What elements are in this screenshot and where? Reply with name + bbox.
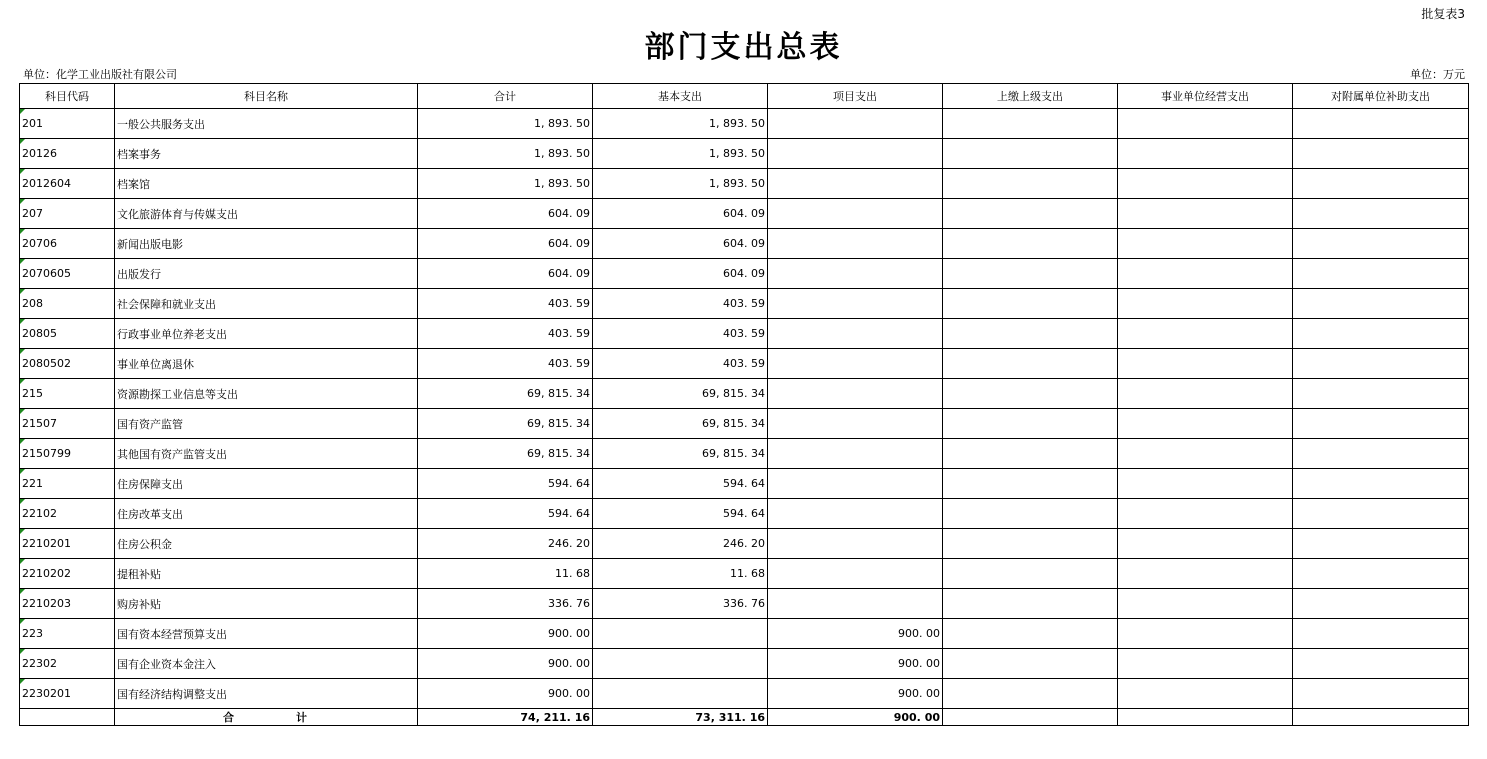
total-business-cell [1118, 709, 1293, 726]
corner-marker-icon [20, 559, 25, 564]
project-expenditure-cell: 900. 00 [768, 679, 943, 709]
total-remit-cell [943, 709, 1118, 726]
basic-expenditure-cell: 1, 893. 50 [593, 139, 768, 169]
table-row [20, 559, 1469, 589]
basic-expenditure-cell: 403. 59 [593, 349, 768, 379]
basic-expenditure-cell: 594. 64 [593, 469, 768, 499]
subject-code-text: 2210202 [22, 567, 71, 580]
header-business-operation: 事业单位经营支出 [1118, 84, 1293, 109]
business-operation-cell [1118, 199, 1293, 229]
total-cell: 1, 893. 50 [418, 139, 593, 169]
total-cell: 11. 68 [418, 559, 593, 589]
remit-superior-cell [943, 529, 1118, 559]
unit-organization: 单位：化学工业出版社有限公司 [23, 68, 177, 81]
total-cell: 403. 59 [418, 349, 593, 379]
subsidiary-subsidy-cell [1293, 259, 1469, 289]
business-operation-cell [1118, 409, 1293, 439]
subject-code-cell [20, 439, 115, 469]
subject-code-text: 2150799 [22, 447, 71, 460]
corner-marker-icon [20, 589, 25, 594]
project-expenditure-cell [768, 499, 943, 529]
total-cell: 246. 20 [418, 529, 593, 559]
total-cell: 604. 09 [418, 199, 593, 229]
subject-code-text: 2070605 [22, 267, 71, 280]
subject-name-text: 社会保障和就业支出 [117, 297, 216, 311]
remit-superior-cell [943, 109, 1118, 139]
approval-table-label: 批复表3 [1421, 7, 1465, 21]
corner-marker-icon [20, 199, 25, 204]
table-row [20, 199, 1469, 229]
total-cell: 69, 815. 34 [418, 409, 593, 439]
remit-superior-cell [943, 589, 1118, 619]
business-operation-cell [1118, 139, 1293, 169]
header-total: 合计 [418, 84, 593, 109]
basic-expenditure-cell: 246. 20 [593, 529, 768, 559]
corner-marker-icon [20, 649, 25, 654]
table-body [20, 109, 1469, 709]
total-label-left: 合 [223, 711, 236, 724]
subject-code-cell [20, 259, 115, 289]
subject-name-text: 提租补贴 [117, 567, 161, 581]
basic-expenditure-cell: 336. 76 [593, 589, 768, 619]
subsidiary-subsidy-cell [1293, 319, 1469, 349]
subject-code-cell [20, 319, 115, 349]
subject-code-text: 2210203 [22, 597, 71, 610]
subject-name-cell [115, 589, 418, 619]
subject-code-cell [20, 499, 115, 529]
subsidiary-subsidy-cell [1293, 679, 1469, 709]
subject-name-text: 国有经济结构调整支出 [117, 687, 227, 701]
corner-marker-icon [20, 319, 25, 324]
subsidiary-subsidy-cell [1293, 199, 1469, 229]
subject-code-text: 22302 [22, 657, 57, 670]
project-expenditure-cell [768, 589, 943, 619]
business-operation-cell [1118, 379, 1293, 409]
subsidiary-subsidy-cell [1293, 109, 1469, 139]
remit-superior-cell [943, 289, 1118, 319]
subject-name-text: 档案事务 [117, 147, 161, 161]
subject-code-text: 20706 [22, 237, 57, 250]
corner-marker-icon [20, 109, 25, 114]
table-row [20, 259, 1469, 289]
table-row [20, 439, 1469, 469]
subject-code-text: 208 [22, 297, 43, 310]
subject-code-text: 21507 [22, 417, 57, 430]
table-row [20, 139, 1469, 169]
table-row [20, 469, 1469, 499]
subject-name-text: 一般公共服务支出 [117, 117, 205, 131]
subject-code-cell [20, 619, 115, 649]
total-cell: 604. 09 [418, 259, 593, 289]
subsidiary-subsidy-cell [1293, 439, 1469, 469]
subject-name-text: 住房保障支出 [117, 477, 183, 491]
subsidiary-subsidy-cell [1293, 289, 1469, 319]
basic-expenditure-cell: 1, 893. 50 [593, 109, 768, 139]
subject-code-text: 215 [22, 387, 43, 400]
subject-name-text: 事业单位离退休 [117, 357, 194, 371]
corner-marker-icon [20, 499, 25, 504]
remit-superior-cell [943, 439, 1118, 469]
basic-expenditure-cell: 1, 893. 50 [593, 169, 768, 199]
table-total-row [20, 709, 1469, 726]
subject-name-cell [115, 469, 418, 499]
subsidiary-subsidy-cell [1293, 409, 1469, 439]
subject-code-cell [20, 199, 115, 229]
corner-marker-icon [20, 439, 25, 444]
subject-name-cell [115, 499, 418, 529]
subsidiary-subsidy-cell [1293, 469, 1469, 499]
corner-marker-icon [20, 529, 25, 534]
remit-superior-cell [943, 139, 1118, 169]
header-subject-code: 科目代码 [20, 84, 115, 109]
total-label-cell [115, 709, 418, 726]
total-cell: 594. 64 [418, 469, 593, 499]
project-expenditure-cell [768, 289, 943, 319]
corner-marker-icon [20, 619, 25, 624]
header-remit-superior: 上缴上级支出 [943, 84, 1118, 109]
subsidiary-subsidy-cell [1293, 649, 1469, 679]
table-row [20, 379, 1469, 409]
basic-expenditure-cell: 11. 68 [593, 559, 768, 589]
remit-superior-cell [943, 469, 1118, 499]
table-header-row [20, 84, 1469, 109]
project-expenditure-cell: 900. 00 [768, 649, 943, 679]
business-operation-cell [1118, 109, 1293, 139]
basic-expenditure-cell: 604. 09 [593, 229, 768, 259]
subsidiary-subsidy-cell [1293, 589, 1469, 619]
remit-superior-cell [943, 319, 1118, 349]
project-expenditure-cell [768, 439, 943, 469]
subsidiary-subsidy-cell [1293, 139, 1469, 169]
business-operation-cell [1118, 439, 1293, 469]
header-basic-expenditure: 基本支出 [593, 84, 768, 109]
project-expenditure-cell [768, 169, 943, 199]
subject-name-cell [115, 349, 418, 379]
subject-name-text: 住房公积金 [117, 537, 172, 551]
subsidiary-subsidy-cell [1293, 169, 1469, 199]
total-subsidy-cell [1293, 709, 1469, 726]
remit-superior-cell [943, 559, 1118, 589]
corner-marker-icon [20, 379, 25, 384]
subject-code-cell [20, 559, 115, 589]
subject-code-cell [20, 229, 115, 259]
total-cell: 336. 76 [418, 589, 593, 619]
corner-marker-icon [20, 169, 25, 174]
project-expenditure-cell [768, 139, 943, 169]
remit-superior-cell [943, 649, 1118, 679]
project-expenditure-cell [768, 349, 943, 379]
total-code-cell [20, 709, 115, 726]
subject-code-cell [20, 139, 115, 169]
subject-name-text: 新闻出版电影 [117, 237, 183, 251]
remit-superior-cell [943, 679, 1118, 709]
subject-code-text: 22102 [22, 507, 57, 520]
corner-marker-icon [20, 139, 25, 144]
page-title: 部门支出总表 [644, 30, 843, 65]
basic-expenditure-cell: 594. 64 [593, 499, 768, 529]
total-label-right: 计 [296, 711, 309, 724]
basic-expenditure-cell: 403. 59 [593, 289, 768, 319]
project-expenditure-cell [768, 409, 943, 439]
subject-name-text: 文化旅游体育与传媒支出 [117, 207, 238, 221]
total-cell: 604. 09 [418, 229, 593, 259]
total-cell: 69, 815. 34 [418, 439, 593, 469]
subject-name-cell [115, 529, 418, 559]
basic-expenditure-cell: 403. 59 [593, 319, 768, 349]
table-row [20, 529, 1469, 559]
subject-code-cell [20, 289, 115, 319]
corner-marker-icon [20, 679, 25, 684]
subject-name-text: 国有企业资本金注入 [117, 657, 216, 671]
unit-currency: 单位：万元 [1410, 68, 1465, 81]
table-row [20, 289, 1469, 319]
remit-superior-cell [943, 619, 1118, 649]
subject-code-cell [20, 679, 115, 709]
remit-superior-cell [943, 379, 1118, 409]
subject-name-cell [115, 289, 418, 319]
subject-code-text: 2012604 [22, 177, 71, 190]
subject-code-text: 2080502 [22, 357, 71, 370]
table-row [20, 409, 1469, 439]
subject-name-cell [115, 229, 418, 259]
remit-superior-cell [943, 409, 1118, 439]
subject-name-cell [115, 169, 418, 199]
business-operation-cell [1118, 559, 1293, 589]
business-operation-cell [1118, 499, 1293, 529]
business-operation-cell [1118, 259, 1293, 289]
remit-superior-cell [943, 259, 1118, 289]
table-row [20, 619, 1469, 649]
subsidiary-subsidy-cell [1293, 499, 1469, 529]
subject-name-cell [115, 139, 418, 169]
total-project-cell: 900. 00 [768, 709, 943, 726]
table-row [20, 319, 1469, 349]
project-expenditure-cell [768, 319, 943, 349]
subsidiary-subsidy-cell [1293, 379, 1469, 409]
table-row [20, 499, 1469, 529]
business-operation-cell [1118, 589, 1293, 619]
header-subsidiary-subsidy: 对附属单位补助支出 [1293, 84, 1469, 109]
subject-name-cell [115, 409, 418, 439]
business-operation-cell [1118, 349, 1293, 379]
subject-name-text: 其他国有资产监管支出 [117, 447, 227, 461]
corner-marker-icon [20, 349, 25, 354]
corner-marker-icon [20, 229, 25, 234]
basic-expenditure-cell: 604. 09 [593, 199, 768, 229]
total-cell: 1, 893. 50 [418, 109, 593, 139]
project-expenditure-cell [768, 229, 943, 259]
subject-name-cell [115, 199, 418, 229]
business-operation-cell [1118, 649, 1293, 679]
subsidiary-subsidy-cell [1293, 559, 1469, 589]
subject-name-text: 购房补贴 [117, 597, 161, 611]
business-operation-cell [1118, 679, 1293, 709]
remit-superior-cell [943, 199, 1118, 229]
total-cell: 69, 815. 34 [418, 379, 593, 409]
remit-superior-cell [943, 349, 1118, 379]
subject-name-cell [115, 319, 418, 349]
basic-expenditure-cell [593, 679, 768, 709]
corner-marker-icon [20, 409, 25, 414]
basic-expenditure-cell: 604. 09 [593, 259, 768, 289]
total-cell: 1, 893. 50 [418, 169, 593, 199]
remit-superior-cell [943, 499, 1118, 529]
business-operation-cell [1118, 469, 1293, 499]
total-sum-cell: 74, 211. 16 [418, 709, 593, 726]
project-expenditure-cell: 900. 00 [768, 619, 943, 649]
business-operation-cell [1118, 229, 1293, 259]
project-expenditure-cell [768, 259, 943, 289]
subject-code-text: 2210201 [22, 537, 71, 550]
subsidiary-subsidy-cell [1293, 619, 1469, 649]
subject-name-cell [115, 559, 418, 589]
project-expenditure-cell [768, 199, 943, 229]
subject-code-text: 207 [22, 207, 43, 220]
subject-code-cell [20, 379, 115, 409]
subject-code-text: 20126 [22, 147, 57, 160]
subject-code-text: 20805 [22, 327, 57, 340]
subject-name-text: 行政事业单位养老支出 [117, 327, 227, 341]
subject-name-cell [115, 679, 418, 709]
subject-code-cell [20, 469, 115, 499]
business-operation-cell [1118, 619, 1293, 649]
subject-name-text: 档案馆 [117, 177, 150, 191]
basic-expenditure-cell: 69, 815. 34 [593, 379, 768, 409]
table-row [20, 229, 1469, 259]
total-cell: 403. 59 [418, 319, 593, 349]
total-cell: 403. 59 [418, 289, 593, 319]
subject-code-cell [20, 649, 115, 679]
subject-code-text: 221 [22, 477, 43, 490]
subject-name-cell [115, 439, 418, 469]
project-expenditure-cell [768, 559, 943, 589]
subject-code-text: 223 [22, 627, 43, 640]
business-operation-cell [1118, 289, 1293, 319]
subject-name-cell [115, 649, 418, 679]
basic-expenditure-cell [593, 619, 768, 649]
subject-code-cell [20, 349, 115, 379]
subject-code-cell [20, 529, 115, 559]
remit-superior-cell [943, 169, 1118, 199]
subject-code-cell [20, 589, 115, 619]
table-row [20, 349, 1469, 379]
table-row [20, 649, 1469, 679]
subsidiary-subsidy-cell [1293, 529, 1469, 559]
subject-name-cell [115, 259, 418, 289]
subject-name-text: 出版发行 [117, 267, 161, 281]
basic-expenditure-cell [593, 649, 768, 679]
total-cell: 900. 00 [418, 619, 593, 649]
subject-name-text: 资源勘探工业信息等支出 [117, 387, 238, 401]
subject-name-cell [115, 379, 418, 409]
remit-superior-cell [943, 229, 1118, 259]
project-expenditure-cell [768, 109, 943, 139]
subject-code-text: 2230201 [22, 687, 71, 700]
project-expenditure-cell [768, 469, 943, 499]
business-operation-cell [1118, 319, 1293, 349]
subsidiary-subsidy-cell [1293, 349, 1469, 379]
expenditure-table [19, 83, 1469, 726]
subject-code-cell [20, 109, 115, 139]
basic-expenditure-cell: 69, 815. 34 [593, 409, 768, 439]
total-basic-cell: 73, 311. 16 [593, 709, 768, 726]
business-operation-cell [1118, 529, 1293, 559]
corner-marker-icon [20, 469, 25, 474]
header-subject-name: 科目名称 [115, 84, 418, 109]
table-row [20, 679, 1469, 709]
basic-expenditure-cell: 69, 815. 34 [593, 439, 768, 469]
table-row [20, 109, 1469, 139]
project-expenditure-cell [768, 379, 943, 409]
total-cell: 900. 00 [418, 679, 593, 709]
table-row [20, 589, 1469, 619]
subject-name-text: 国有资本经营预算支出 [117, 627, 227, 641]
header-project-expenditure: 项目支出 [768, 84, 943, 109]
project-expenditure-cell [768, 529, 943, 559]
corner-marker-icon [20, 259, 25, 264]
total-cell: 900. 00 [418, 649, 593, 679]
subject-code-text: 201 [22, 117, 43, 130]
business-operation-cell [1118, 169, 1293, 199]
subject-name-text: 住房改革支出 [117, 507, 183, 521]
subject-code-cell [20, 169, 115, 199]
subsidiary-subsidy-cell [1293, 229, 1469, 259]
subject-name-cell [115, 619, 418, 649]
subject-name-text: 国有资产监管 [117, 417, 183, 431]
total-cell: 594. 64 [418, 499, 593, 529]
corner-marker-icon [20, 289, 25, 294]
table-row [20, 169, 1469, 199]
subject-name-cell [115, 109, 418, 139]
subject-code-cell [20, 409, 115, 439]
